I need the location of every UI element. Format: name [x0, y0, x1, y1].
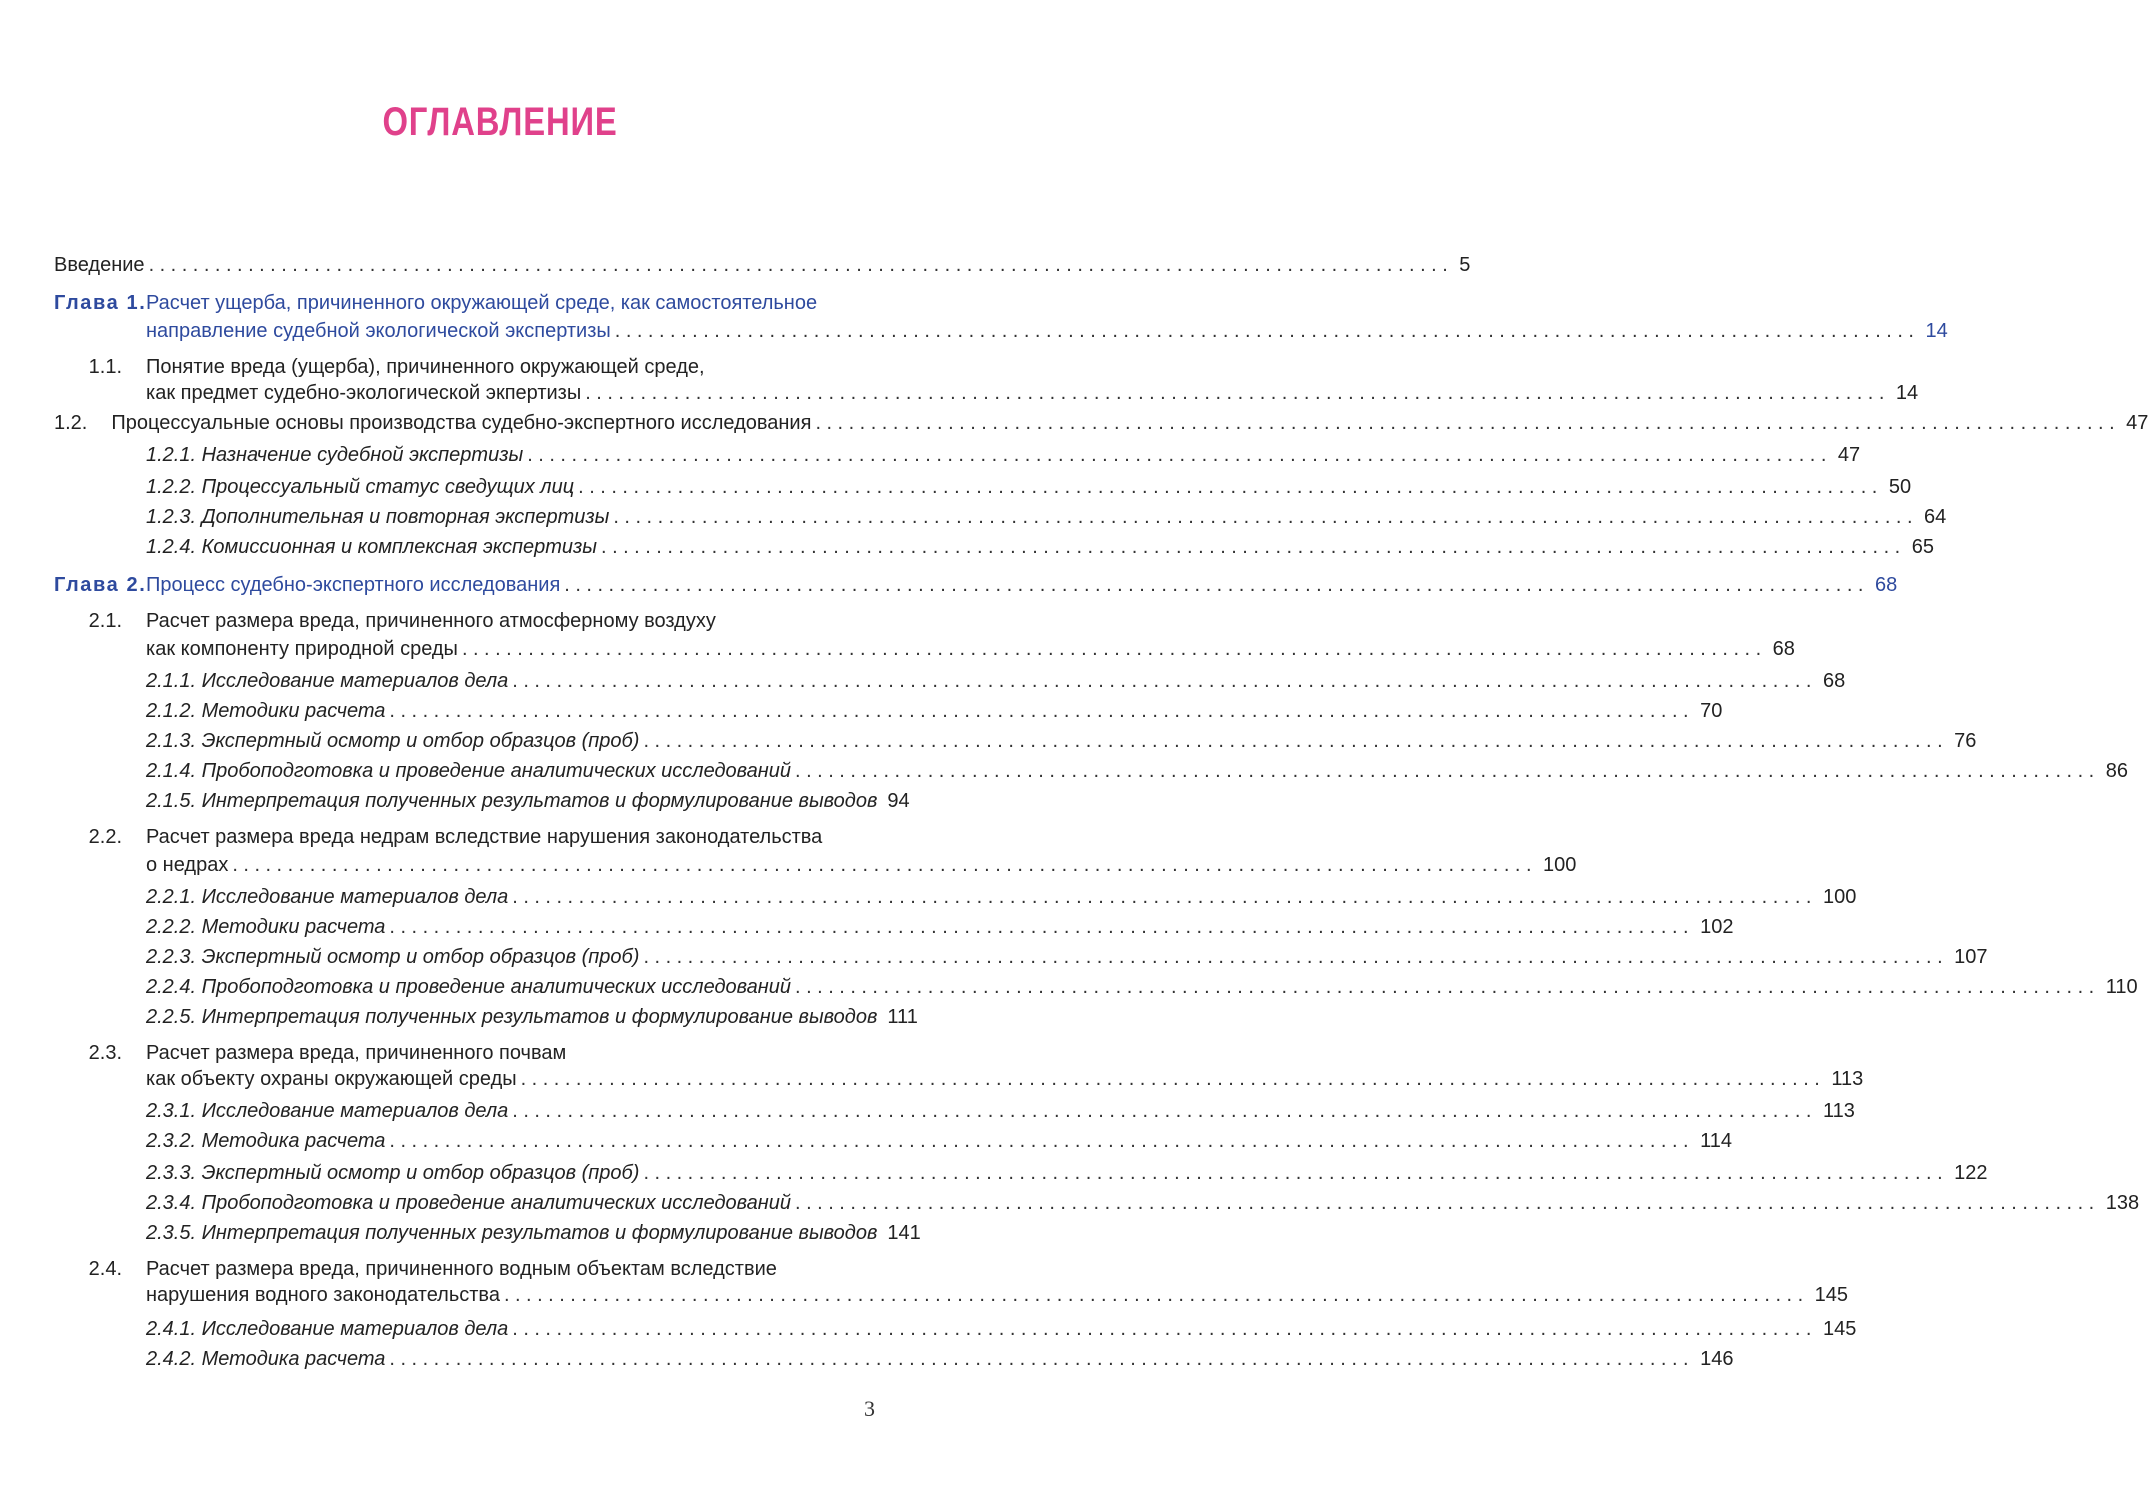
- section-number: 2.3.: [88, 1042, 122, 1064]
- toc-leader: ......................................................................................................................: [585, 382, 1890, 404]
- toc-page: 113: [1831, 1068, 1864, 1090]
- section-title-line2: как объекту охраны окружающей среды: [146, 1068, 517, 1090]
- toc-subsection-2-1-5[interactable]: [146, 786, 910, 816]
- toc-page: 110: [2105, 976, 2138, 998]
- subsection-title: 2.3.3. Экспертный осмотр и отбор образцов (проб): [146, 1162, 640, 1184]
- chapter-title-line1: Расчет ущерба, причиненного окружающей среде, как самостоятельное: [146, 292, 818, 314]
- section-title-line1: Расчет размера вреда, причиненного атмосферному воздуху: [146, 610, 716, 632]
- subsection-title: 1.2.4. Комиссионная и комплексная экспертизы: [146, 536, 598, 558]
- section-title-line1: Понятие вреда (ущерба), причиненного окружающей среде,: [146, 356, 705, 378]
- toc-page: 65: [1911, 536, 1934, 558]
- subsection-title: 2.4.2. Методика расчета: [146, 1348, 386, 1370]
- page-title: ОГЛАВЛЕНИЕ: [382, 100, 618, 144]
- toc-page: 68: [1772, 638, 1795, 660]
- subsection-title: 2.3.2. Методика расчета: [146, 1130, 386, 1152]
- section-title-line2: нарушения водного законодательства: [146, 1284, 500, 1306]
- section-title-line2: как предмет судебно-экологической экпертизы: [146, 382, 582, 404]
- toc-page: 14: [1895, 382, 1919, 404]
- toc-leader: ......................................................................................................................: [503, 1284, 1809, 1306]
- toc-leader: ......................................................................................................................: [795, 1192, 2100, 1214]
- toc-chapter-2[interactable]: [54, 570, 1898, 600]
- toc-page: 141: [887, 1222, 921, 1244]
- toc-leader: ......................................................................................................................: [512, 1100, 1817, 1122]
- subsection-title: 2.2.4. Пробоподготовка и проведение аналитических исследований: [146, 976, 792, 998]
- subsection-title: 2.2.1. Исследование материалов дела: [146, 886, 509, 908]
- toc-leader: ......................................................................................................................: [613, 506, 1919, 528]
- toc-subsection-1-2-3[interactable]: [146, 502, 1947, 532]
- toc-section-2-1-line1[interactable]: [54, 606, 716, 636]
- toc-subsection-2-1-4[interactable]: [146, 756, 2128, 786]
- page-number: 3: [864, 1396, 875, 1421]
- toc-leader: ......................................................................................................................: [520, 1068, 1826, 1090]
- toc-label: Введение: [54, 254, 145, 276]
- toc-page: 47: [1837, 444, 1861, 466]
- toc-page: 114: [1700, 1130, 1732, 1152]
- toc-page: 70: [1700, 700, 1723, 722]
- toc-subsection-1-2-4[interactable]: [146, 532, 1934, 562]
- toc-subsection-2-3-3[interactable]: [146, 1158, 1988, 1188]
- toc-page: 94: [887, 790, 910, 812]
- toc-page: 102: [1700, 916, 1734, 938]
- subsection-title: 2.2.3. Экспертный осмотр и отбор образцов (проб): [146, 946, 640, 968]
- toc-page: 145: [1814, 1284, 1848, 1306]
- section-number: 1.1.: [88, 356, 122, 378]
- toc-section-2-1[interactable]: [146, 634, 1795, 664]
- toc-leader: ......................................................................................................................: [512, 670, 1817, 692]
- chapter-number: Глава 1.: [54, 292, 147, 314]
- toc-subsection-2-1-2[interactable]: [146, 696, 1723, 726]
- toc-section-2-2-line1[interactable]: [54, 822, 822, 852]
- toc-chapter-1-line1[interactable]: [54, 288, 817, 318]
- toc-subsection-2-2-1[interactable]: [146, 882, 1857, 912]
- toc-subsection-2-4-1[interactable]: [146, 1314, 1857, 1344]
- subsection-title: 1.2.2. Процессуальный статус сведущих лиц: [146, 476, 575, 498]
- section-title-line1: Расчет размера вреда, причиненного водным объектам вследствие: [146, 1258, 777, 1280]
- toc-page: 76: [1954, 730, 1977, 752]
- subsection-title: 2.2.2. Методики расчета: [146, 916, 386, 938]
- toc-page: 47: [2126, 412, 2148, 434]
- toc-section-1-2[interactable]: [54, 408, 2148, 438]
- section-title: Процессуальные основы производства судебно-экспертного исследования: [111, 412, 812, 434]
- toc-subsection-2-2-4[interactable]: [146, 972, 2138, 1002]
- toc-leader: ......................................................................................................................: [389, 1348, 1695, 1370]
- toc-subsection-2-3-4[interactable]: [146, 1188, 2140, 1218]
- toc-section-1-1[interactable]: [146, 378, 1919, 408]
- toc-section-2-2[interactable]: [146, 850, 1577, 880]
- toc-chapter-1[interactable]: [146, 316, 1948, 346]
- toc-page: 68: [1822, 670, 1846, 692]
- subsection-title: 2.3.1. Исследование материалов дела: [146, 1100, 509, 1122]
- toc-page: 107: [1954, 946, 1988, 968]
- subsection-title: 2.3.4. Пробоподготовка и проведение аналитических исследований: [146, 1192, 792, 1214]
- toc-leader: ......................................................................................................................: [461, 638, 1767, 660]
- subsection-title: 2.1.4. Пробоподготовка и проведение аналитических исследований: [146, 760, 792, 782]
- subsection-title: 1.2.1. Назначение судебной экспертизы: [146, 444, 524, 466]
- toc-subsection-2-4-2[interactable]: [146, 1344, 1734, 1374]
- chapter-title: Процесс судебно-экспертного исследования: [146, 574, 561, 596]
- subsection-title: 2.1.3. Экспертный осмотр и отбор образцов (проб): [146, 730, 640, 752]
- toc-page: 14: [1925, 320, 1948, 342]
- toc-page: 146: [1700, 1348, 1734, 1370]
- subsection-title: 2.3.5. Интерпретация полученных результатов и формулирование выводов: [146, 1222, 878, 1244]
- toc-leader: ......................................................................................................................: [389, 700, 1695, 722]
- toc-leader: ......................................................................................................................: [643, 730, 1949, 752]
- toc-page: 68: [1874, 574, 1898, 596]
- toc-leader: ......................................................................................................................: [564, 574, 1869, 596]
- toc-leader: ......................................................................................................................: [795, 976, 2100, 998]
- subsection-title: 2.4.1. Исследование материалов дела: [146, 1318, 509, 1340]
- toc-section-2-4[interactable]: [146, 1280, 1848, 1310]
- subsection-title: 2.2.5. Интерпретация полученных результатов и формулирование выводов: [146, 1006, 878, 1028]
- toc-page: 122: [1954, 1162, 1988, 1184]
- toc-leader: ......................................................................................................................: [512, 1318, 1817, 1340]
- toc-leader: ......................................................................................................................: [614, 320, 1920, 342]
- toc-page: 64: [1924, 506, 1947, 528]
- toc-page: 113: [1822, 1100, 1855, 1122]
- section-title-line1: Расчет размера вреда, причиненного почвам: [146, 1042, 567, 1064]
- section-title-line2: как компоненту природной среды: [146, 638, 458, 660]
- subsection-title: 2.1.5. Интерпретация полученных результатов и формулирование выводов: [146, 790, 878, 812]
- toc-subsection-1-2-1[interactable]: [146, 440, 1861, 470]
- toc-subsection-2-2-5[interactable]: [146, 1002, 918, 1032]
- toc-subsection-2-2-2[interactable]: [146, 912, 1734, 942]
- section-number: 2.2.: [88, 826, 122, 848]
- toc-page: 50: [1888, 476, 1912, 498]
- toc-leader: ......................................................................................................................: [389, 1130, 1695, 1152]
- toc-page: 100: [1822, 886, 1857, 908]
- toc-subsection-2-3-5[interactable]: [146, 1218, 921, 1248]
- toc-page: 5: [1459, 254, 1471, 276]
- subsection-title: 2.1.1. Исследование материалов дела: [146, 670, 509, 692]
- toc-subsection-2-1-3[interactable]: [146, 726, 1977, 756]
- subsection-title: 2.1.2. Методики расчета: [146, 700, 386, 722]
- toc-leader: ......................................................................................................................: [232, 854, 1538, 876]
- toc-leader: ......................................................................................................................: [601, 536, 1906, 558]
- toc-leader: ......................................................................................................................: [578, 476, 1883, 498]
- toc-page: 111: [887, 1006, 918, 1028]
- section-number: 1.2.: [54, 412, 88, 434]
- toc-section-2-3[interactable]: [146, 1064, 1864, 1094]
- toc-page: 86: [2105, 760, 2128, 782]
- toc-subsection-2-1-1[interactable]: [146, 666, 1846, 696]
- toc-leader: ......................................................................................................................: [512, 886, 1817, 908]
- toc-page: 138: [2105, 1192, 2140, 1214]
- toc-leader: ......................................................................................................................: [795, 760, 2100, 782]
- toc-leader: ......................................................................................................................: [389, 916, 1695, 938]
- toc-leader: ......................................................................................................................: [643, 946, 1949, 968]
- toc-subsection-2-3-2[interactable]: [146, 1126, 1732, 1156]
- toc-leader: ......................................................................................................................: [148, 254, 1454, 276]
- section-title-line1: Расчет размера вреда недрам вследствие нарушения законодательства: [146, 826, 823, 848]
- section-number: 2.4.: [88, 1258, 122, 1280]
- toc-subsection-1-2-2[interactable]: [146, 472, 1912, 502]
- toc-subsection-2-2-3[interactable]: [146, 942, 1988, 972]
- toc-page: 145: [1822, 1318, 1857, 1340]
- toc-leader: ......................................................................................................................: [527, 444, 1832, 466]
- section-number: 2.1.: [88, 610, 122, 632]
- subsection-title: 1.2.3. Дополнительная и повторная экспертизы: [146, 506, 610, 528]
- toc-page: 100: [1543, 854, 1577, 876]
- section-title-line2: о недрах: [146, 854, 229, 876]
- chapter-title-line2: направление судебной экологической экспертизы: [146, 320, 611, 342]
- chapter-number: Глава 2.: [54, 574, 147, 596]
- toc-entry-intro[interactable]: [54, 250, 1471, 280]
- toc-subsection-2-3-1[interactable]: [146, 1096, 1855, 1126]
- toc-leader: ......................................................................................................................: [643, 1162, 1949, 1184]
- toc-leader: ......................................................................................................................: [815, 412, 2121, 434]
